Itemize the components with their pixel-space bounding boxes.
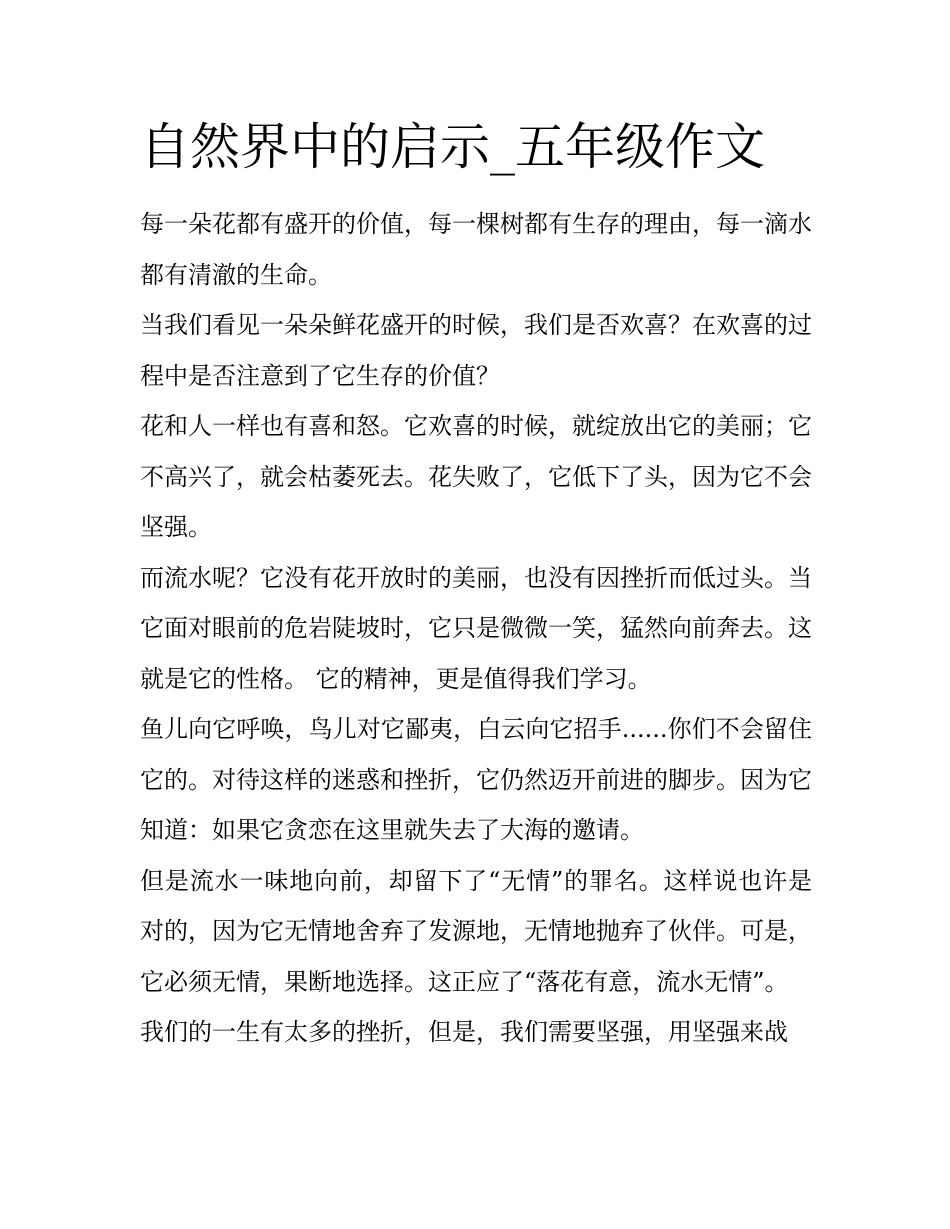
paragraph: 每一朵花都有盛开的价值，每一棵树都有生存的理由，每一滴水都有清澈的生命。	[140, 210, 812, 289]
paragraph: 鱼儿向它呼唤，鸟儿对它鄙夷，白云向它招手......你们不会留住它的。对待这样的迷惑和挫折，它仍然迈开前进的脚步。因为它知道：如果它贪恋在这里就失去了大海的邀请。	[140, 715, 812, 844]
paragraph: 但是流水一味地向前，却留下了“无情”的罪名。这样说也许是对的，因为它无情地舍弃了发源地，无情地抛弃了伙伴。可是，它必须无情，果断地选择。这正应了“落花有意，流水无情”。	[140, 866, 812, 996]
paragraph: 当我们看见一朵朵鲜花盛开的时候，我们是否欢喜？在欢喜的过程中是否注意到了它生存的价值？	[140, 311, 812, 390]
paragraph: 而流水呢？它没有花开放时的美丽，也没有因挫折而低过头。当它面对眼前的危岩陡坡时，它只是微微一笑，猛然向前奔去。这就是它的性格。 它的精神，更是值得我们学习。	[140, 563, 812, 693]
document-body	[140, 199, 812, 1058]
paragraph: 花和人一样也有喜和怒。它欢喜的时候，就绽放出它的美丽；它不高兴了，就会枯萎死去。花失败了，它低下了头，因为它不会坚强。	[140, 412, 812, 541]
paragraph: 我们的一生有太多的挫折，但是，我们需要坚强，用坚强来战	[140, 1018, 788, 1046]
document-title: 自然界中的启示_五年级作文	[140, 118, 765, 176]
